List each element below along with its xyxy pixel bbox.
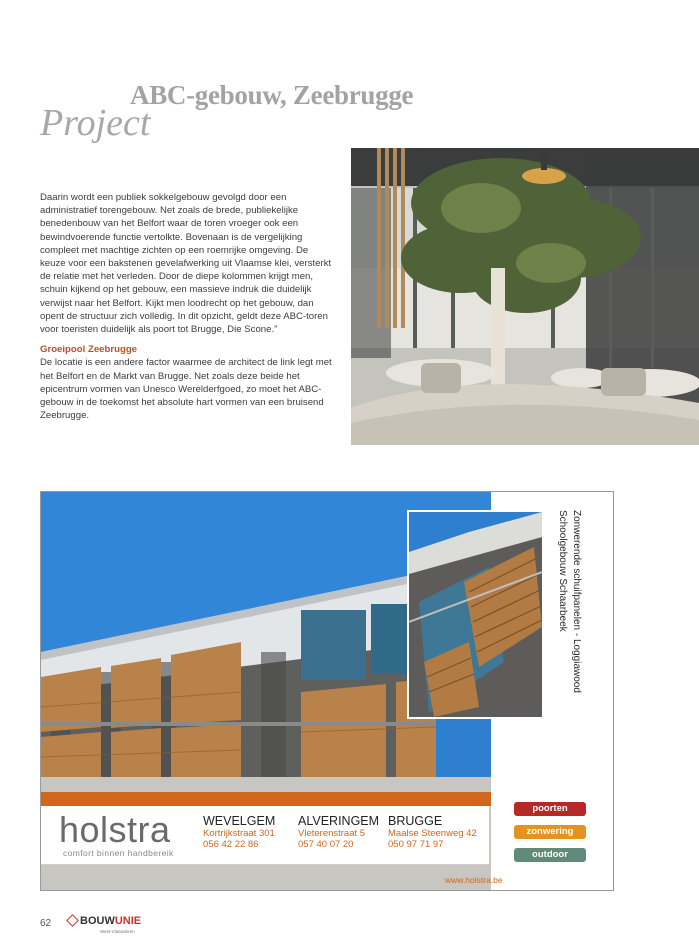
location-address: Kortrijkstraat 301 [203,828,275,839]
article-paragraph: Daarin wordt een publiek sokkelgebouw gevolgd door een administratief torengebouw. Net zoals de brede, publiekelijke benedenbouw van het Belfort waar de toren vroeger ook een bewindvoerende functie vertolkte. Bovenaan is de vergelijking compleet met machtige zichten op een roemrijke omgeving. De keuze voor een bakstenen gevelafwerking uit Vlaamse klei, versterkt de relatie met het verleden. Door de diepe kolommen krijgt men, schuin kijkend op het gebouw, een massieve indruk die duidelijk verwijst naar het Belfort. Kijkt men loodrecht op het gebouw, dan opent de structuur zich volledig. In dit opzicht, geldt deze ABC-toren voor toeristen duidelijk als poort tot Brugge, Die Scone.” [40,192,332,336]
holstra-logo: holstra [59,809,171,850]
ad-accent-bar [41,792,491,806]
restaurant-interior-photo [351,148,699,445]
brand-tagline: West-Vlaanderen [100,929,135,934]
bouwunie-logo [68,915,141,927]
location-phone: 057 40 07 20 [298,839,354,850]
caption-line: Zonwerende schuifpanelen - Loggiawood [571,510,582,693]
page-number: 62 [40,918,52,929]
caption-line: Schoolgebouw Schaarbeek [557,510,568,632]
diamond-icon [66,914,79,927]
location-phone: 056 42 22 86 [203,839,259,850]
article-subheading: Groeipool Zeebrugge [40,344,138,356]
sliding-panels-inset-photo [407,510,544,719]
location-city: BRUGGE [388,814,443,828]
ad-contact-panel [41,806,489,865]
location-alveringem [298,814,379,850]
location-city: WEVELGEM [203,814,276,828]
section-title: Project [40,102,151,144]
logo-tagline: comfort binnen handbereik [63,848,174,858]
article-body [40,191,332,422]
location-wevelgem [203,814,275,850]
location-address: Maalse Steenweg 42 [388,828,477,839]
brand-word-1: BOUW [80,915,115,927]
article-paragraph: De locatie is een andere factor waarmee de architect de link legt met het Belfort en de Markt van Brugge. Net zoals deze beide het epicentrum vormen van Unesco Werelderfgoed, zo moet het ABC-gebouw in de toekomst het absolute hart vormen van een bruisend Zeebrugge. [40,357,332,422]
zonwering-button[interactable]: zonwering [514,825,586,839]
article-subtitle: ABC-gebouw, Zeebrugge [130,80,414,110]
ad-caption [551,510,591,710]
location-phone: 050 97 71 97 [388,839,444,850]
holstra-advertisement [40,491,614,891]
location-address: Vleterenstraat 5 [298,828,366,839]
location-city: ALVERINGEM [298,814,380,828]
location-brugge [388,814,477,850]
brand-word-2: UNIE [114,915,142,927]
outdoor-button[interactable]: outdoor [514,848,586,862]
website-link[interactable]: www.holstra.be [445,875,503,885]
poorten-button[interactable]: poorten [514,802,586,816]
